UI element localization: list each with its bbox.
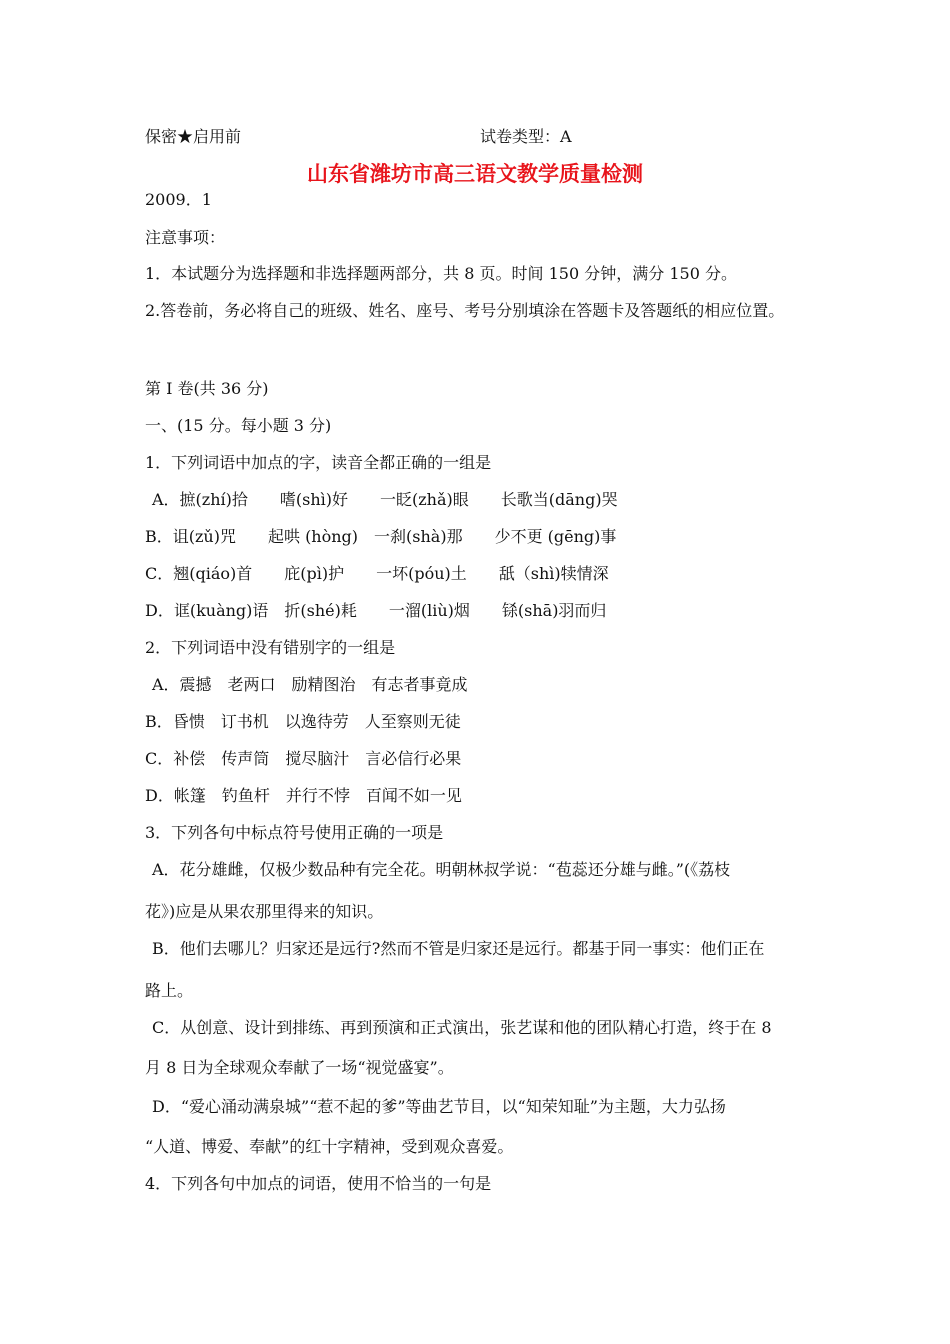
q3-option-a-line1: A．花分雄雌，仅极少数品种有完全花。明朝林叔学说：“苞蕊还分雄与雌。”(《荔枝 (152, 860, 731, 879)
q3-option-d-line1: D．“爱心涌动满泉城”“惹不起的爹”等曲艺节目，以“知荣知耻”为主题，大力弘扬 (152, 1097, 726, 1116)
part-heading: 一、(15 分。每小题 3 分) (145, 416, 332, 435)
q3-option-b-line2: 路上。 (145, 981, 194, 1000)
q1-option-a: A．摭(zhí)拾 嗜(shì)好 一眨(zhǎ)眼 长歌当(dāng)哭 (152, 490, 618, 509)
q2-option-b: B．昏愦 订书机 以逸待劳 人至察则无徒 (145, 712, 461, 731)
q3-option-c-line1: C．从创意、设计到排练、再到预演和正式演出，张艺谋和他的团队精心打造，终于在 8 (152, 1018, 772, 1037)
notes-heading: 注意事项： (145, 228, 226, 247)
q2-stem: 2．下列词语中没有错别字的一组是 (145, 638, 396, 657)
note-item-2: 2.答卷前，务必将自己的班级、姓名、座号、考号分别填涂在答题卡及答题纸的相应位置。 (145, 301, 785, 320)
confidential-label: 保密★启用前 (145, 127, 242, 146)
paper-type-label: 试卷类型：A (480, 127, 572, 146)
q3-option-d-line2: “人道、博爱、奉献”的红十字精神，受到观众喜爱。 (145, 1137, 514, 1156)
volume-heading: 第 I 卷(共 36 分) (145, 379, 269, 398)
document-title: 山东省潍坊市高三语文教学质量检测 (307, 161, 643, 186)
q1-option-b: B．诅(zǔ)咒 起哄 (hòng) 一刹(shà)那 少不更 (gēng)事 (145, 527, 617, 546)
q1-option-d: D．诓(kuàng)语 折(shé)耗 一溜(liù)烟 铩(shā)羽而归 (145, 601, 607, 620)
q2-option-c: C．补偿 传声筒 搅尽脑汁 言必信行必果 (145, 749, 462, 768)
q1-stem: 1．下列词语中加点的字，读音全都正确的一组是 (145, 453, 492, 472)
q3-stem: 3．下列各句中标点符号使用正确的一项是 (145, 823, 444, 842)
q1-option-c: C．翘(qiáo)首 庇(pì)护 一坏(póu)土 舐（shì)犊情深 (145, 564, 609, 583)
q3-option-b-line1: B．他们去哪儿？归家还是远行?然而不管是归家还是远行。都基于同一事实：他们正在 (152, 939, 765, 958)
q3-option-c-line2: 月 8 日为全球观众奉献了一场“视觉盛宴”。 (145, 1058, 454, 1077)
q4-stem: 4．下列各句中加点的词语，使用不恰当的一句是 (145, 1174, 492, 1193)
q2-option-a: A．震撼 老两口 励精图治 有志者事竟成 (152, 675, 468, 694)
exam-date: 2009．1 (145, 190, 212, 209)
note-item-1: 1．本试题分为选择题和非选择题两部分，共 8 页。时间 150 分钟，满分 150 分。 (145, 264, 737, 283)
q3-option-a-line2: 花》)应是从果农那里得来的知识。 (145, 902, 384, 921)
q2-option-d: D．帐篷 钓鱼杆 并行不悖 百闻不如一见 (145, 786, 462, 805)
